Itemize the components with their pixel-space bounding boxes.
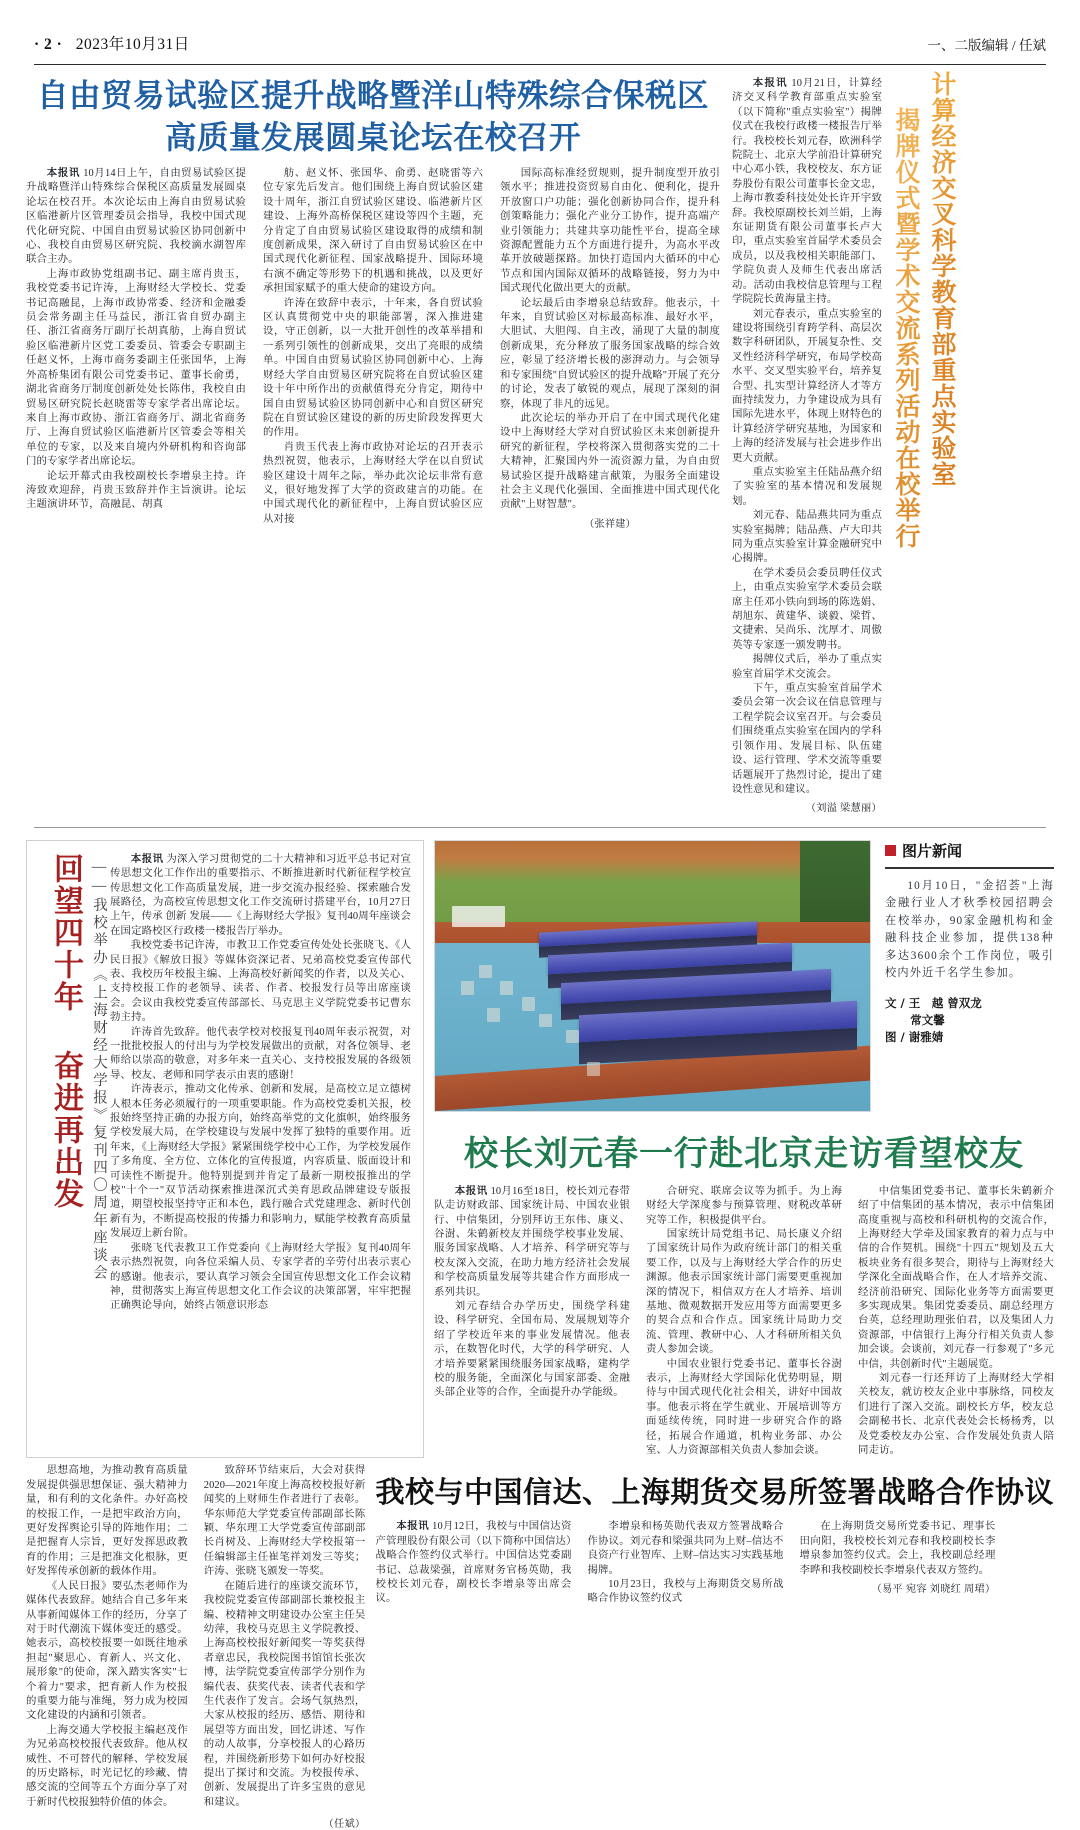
agreement-col-1 bbox=[375, 1520, 571, 1606]
job-fair-photo bbox=[434, 840, 871, 1112]
xuebao-byline: （任斌） bbox=[323, 1819, 366, 1830]
agreement-byline: （易平 宛容 刘晓红 周珺） bbox=[871, 1584, 996, 1596]
masthead bbox=[26, 0, 1054, 60]
alumni-headline: 校长刘元春一行赴北京走访看望校友 bbox=[464, 1133, 1024, 1174]
photo-news-body bbox=[885, 878, 1054, 983]
photo-news-label: 图片新闻 bbox=[902, 841, 963, 860]
section-divider-1 bbox=[34, 827, 1046, 828]
article-xuebao bbox=[26, 840, 424, 1459]
photo-row bbox=[434, 840, 1054, 1112]
alumni-col-1-text: 10月16至18日，校长刘元春带队走访财政部、国家统计局、中国农业银行、中信集团，分别拜访王东伟、康义、谷澍、朱鹤新校友并围绕学校事业发展、服务国家战略、人才培养、科学研究等与校友深入交流，在助力地方经济社会发展和学校高质量发展等共建合作方面形成一系列共识。 刘元春结合办学历史，围绕学科建设、科学研究、全国布局、发展规划等介绍了学校近年来的事业发展情况。他表示，在数智化时代，大学的科学研究、人才培养要紧紧围绕服务国家战略，建构学校的服务能，全面深化与国家部委、金融头部企业等的合作，全面提升办学能级。 bbox=[434, 1185, 631, 1399]
middle-right bbox=[434, 840, 1054, 1459]
agreement-col-1-text: 10月12日，我校与中国信达资产管理股份有限公司（以下简称中国信达）战略合作签约仪式举行。中国信达党委副书记、总裁梁强，首席财务官杨英勋，我校校长刘元春，副校长李增泉等出席会议。 bbox=[375, 1521, 572, 1605]
section-bottom bbox=[26, 1458, 1054, 1830]
main-headline-line2: 高质量发展圆桌论坛在校召开 bbox=[164, 120, 581, 156]
xuebao-vhead-main: 回望四十年 奋进再出发 bbox=[48, 852, 83, 1210]
alumni-col-3-text: 中信集团党委书记、董事长朱鹤新介绍了中信集团的基本情况，表示中信集团高度重视与高校和科研机构的交流合作，上海财经大学牵及国家教育的着力点与中信的合作契机。围绕"十四五"规划及五大板块业务有很多契合，期待与上海财经大学深化全面战略合作，在人才培养交流、经济前沿研究、国际化业务等方面需要更多实现成果。集团党委委员、副总经理方台英，总经理助理张伯君，以及集团人力资源部，中信银行上海分行相关负责人参加会谈。会谈前，刘元春一行参观了"多元中信，共创新时代"主题展览。 刘元春一行还拜访了上海财经大学相关校友，就访校友企业中事脉络，同校友们进行了深入交流。副校长方华，校友总会副秘书长、北京代表处会长杨杨秀，以及党委校友办公室、合作发展处负责人陪同走访。 bbox=[858, 1185, 1054, 1457]
main-byline: （张祥建） bbox=[584, 518, 636, 530]
lab-lead-label: 本报讯 bbox=[752, 78, 788, 89]
lead-label: 本报讯 bbox=[46, 168, 81, 179]
banner-board bbox=[452, 906, 504, 928]
agreement-col-3-text: 在上海期货交易所党委书记、理事长田向阳，我校校长刘元春和我校副校长李增泉参加签约仪式。会上，我校副总经理李晔和我校副校长李增泉代表双方签约。 bbox=[799, 1521, 996, 1576]
main-col-1 bbox=[26, 167, 246, 532]
xuebao-text-2: 思想高地，为推动教育高质量发展提供强思想保证、强大精神力量，和有利的文化条件。办好高校的校报工作，一是把牢政治方向，更好发挥舆论引导的阵地作用；二是把握育人宗旨，更好发挥思政教育的作用；三是把准文化根脉，更好发挥传承创新的载体作用。 《人民日报》要弘杰老师作为媒体代表致辞。她结合自己多年来从事新闻媒体工作的经历，分享了对于时代潮流下媒体变迁的感受。她表示，高校校报要一如既往地承担起"聚思心、育新人、兴文化、展形象"的使命，深入踏实客实"七个着力"要求，把育新人作为校报的重要力能与准绳，努力成为校园文化建设的内涵和引领者。 上海交通大学校报主编赵茂作为兄弟高校校报代表致辞。他从权威性、不可替代的解释、学校发展的历史路标，时光记忆的珍藏、情感交流的空间等五个方面分享了对于新时代校报独特价值的体会。 致辞环节结束后，大会对获得2020—2021年度上海高校校报好新闻奖的上财师生作者进行了表彰。华东师范大学党委宣传部副部长陈颖、华东理工大学党委宣传部副部长肖树及、上海财经大学校报第一任编辑部主任崔笔祥刘发三等奖；许涛、张晓飞颁发一等奖。 在随后进行的座谈交流环节，我校院党委宣传部副部长兼校报主编、校精神文明建设办公室主任吴幼萍，我校马克思主义学院教授、上海高校校报好新闻奖一等奖获得者章忠民，我校院图书馆馆长张次博，法学院党委宣传部学分别作为编代表、获奖代表、读者代表和学生代表作了发言。会场气氛热烈，大家从校报的经历、感悟、期待和展望等方面出发，回忆讲述、写作的动人故事，分享校报人的心路历程，并围绕新形势下如何办好校报提出了探讨和交流。为校报传承、创新、发展提出了许多宝贵的意见和建议。 bbox=[26, 1465, 366, 1808]
masthead-divider bbox=[34, 64, 1046, 65]
credit-writers: 文 / 王 越 曾双龙 bbox=[885, 995, 982, 1010]
article-lab bbox=[732, 71, 1054, 817]
xuebao-body-2 bbox=[26, 1464, 365, 1810]
lab-byline: （刘溢 梁慧丽） bbox=[805, 803, 882, 815]
editor-credit: 一、二版编辑 / 任斌 bbox=[927, 38, 1046, 53]
lab-vertical-headline bbox=[888, 71, 960, 551]
masthead-left bbox=[34, 32, 190, 54]
agreement-col-2 bbox=[587, 1520, 783, 1606]
red-square-icon bbox=[885, 845, 896, 856]
agreement-col-2-text: 李增泉和杨英勋代表双方签署战略合作协议。刘元春和梁强共同为上财–信达不良资产行业智库、上财–信达实习实践基地揭牌。 10月23日，我校与上海期货交易所战略合作协议签约仪式 bbox=[587, 1521, 784, 1605]
section-middle bbox=[26, 840, 1054, 1459]
alumni-col-2 bbox=[646, 1185, 842, 1459]
article-agreement bbox=[375, 1458, 1054, 1830]
agreement-columns bbox=[375, 1520, 1054, 1606]
main-col-3-text: 国际高标准经贸规则，提升制度型开放引领水平；推进投资贸易自由化、便利化，提升开放窗口户功能；强化创新协同合作，提升科创策略能力；强化产业分工协作，提升高端产业引领能力；共建共享功能性平台，提高全球资源配置能力五个方面进行提升，为高水平改革开放破题探路。加快打造国内大循环的中心节点和国内国际双循环的战略链接，努力为中国式现代化做出更大的贡献。 论坛最后由李增泉总结致辞。他表示，十年来，自贸试验区对标最高标准、最好水平，大胆试、大胆闯、自主改，涌现了大量的制度创新成果，充分释放了服务国家战略的综合效应，彰显了经济增长极的澎湃动力。与会领导和专家围绕"自贸试验区的提升战略"开展了充分的讨论，发表了敏锐的观点，展现了深刻的洞察，体现了非凡的远见。 此次论坛的举办开启了在中国式现代化建设中上海财经大学对自贸试验区未来创新提升研究的新征程，学校将深入贯彻落实党的二十大精神，汇聚国内外一流资源力量，为自由贸易试验区提升战略建言献策，为服务全面建设社会主义现代化强国、全面推进中国式现代化贡献"上财智慧"。 bbox=[500, 168, 720, 511]
lab-body bbox=[732, 71, 882, 817]
crowd-2 bbox=[500, 981, 513, 995]
alumni-lead-label: 本报讯 bbox=[454, 1185, 488, 1197]
main-col-3 bbox=[500, 167, 720, 532]
credit-photographer: 图 / 谢雅婧 bbox=[885, 1029, 944, 1044]
crowd-5 bbox=[487, 1008, 500, 1022]
xuebao-body bbox=[110, 853, 411, 1448]
alumni-col-3 bbox=[858, 1185, 1054, 1459]
agreement-headline: 我校与中国信达、上海期货交易所签署战略合作协议 bbox=[375, 1475, 1054, 1510]
crowd-3 bbox=[522, 997, 535, 1011]
page-number: · 2 · bbox=[34, 36, 63, 53]
photo-news-block bbox=[881, 840, 1054, 1112]
agreement-lead-label: 本报讯 bbox=[396, 1521, 430, 1533]
photo-news-text: 10月10日，"金招荟"上海金融行业人才秋季校园招聘会在校举办，90家金融机构和金融科技企业参加，提供138种多达3600余个工作岗位，吸引校内外近千名学生参加。 bbox=[885, 879, 1054, 980]
article-main bbox=[26, 71, 720, 817]
alumni-col-1 bbox=[434, 1185, 630, 1459]
photo-news-rule bbox=[885, 867, 1054, 869]
crowd-1 bbox=[479, 965, 492, 979]
crowd-8 bbox=[587, 1062, 600, 1076]
agreement-col-3 bbox=[799, 1520, 995, 1606]
xuebao-continuation bbox=[26, 1458, 365, 1830]
alumni-col-2-text: 合研究、联席会议等为抓手。为上海财经大学深度参与预算管理、财税改革研究等工作，积极提供平台。 国家统计局党组书记、局长康义介绍了国家统计局作为政府统计部门的相关重要工作，以及与上海财经大学合作的历史渊源。他表示国家统计部门需要更重视加深的情况下，相信双方在人才培养、培训基地、微观数据开发应用等方面需要更多的契合点和合作点。国家统计局助力交流、管理、教研中心、人才科研所相关负责人参加会谈。 中国农业银行党委书记、董事长谷澍表示，上海财经大学国际化优势明显，期待与中国式现代化社会相关，讲好中国故事。他表示将在学生就业、开展培训等方面延续传统，同时进一步研究合作的路径，拓展合作通道，机构业务部、办公室、人力资源部相关负责人参加会谈。 bbox=[646, 1185, 842, 1457]
lab-body-text: 10月21日，计算经济交叉科学教育部重点实验室（以下简称"重点实验室"）揭牌仪式在我校行政楼一楼报告厅举行。我校校长刘元春，欧洲科学院院士、北京大学前沿计算研究中心邓小铁，我校校友、东方证券股份有限公司董事长金文忠，上海市教委科技处处长许开宇致辞。我校原副校长刘兰娟，上海东证期货有限公司董事长卢大印，重点实验室首届学术委员会成员，以及我校相关职能部门、学院负责人及师生代表出席活动。活动由我校信息管理与工程学院院长黄海量主持。 刘元春表示，重点实验室的建设将围绕引育跨学科、高层次数字科研团队，开展复杂性、交叉性经济科学研究，布局学校高水平、交叉型实验平台，培养复合型、扎实型计算经济人才等方面持续发力，力争建设成为具有国际先进水平，体现上财特色的计算经济学研究基地，为国家和上海的经济发展与社会进步作出更大贡献。 重点实验室主任陆品燕介绍了实验室的基本情况和发展规划。 刘元春、陆品燕共同为重点实验室揭牌；陆品燕、卢大印共同为重点实验室计算金融研究中心揭牌。 在学术委员会委员聘任仪式上，由重点实验室学术委员会联席主任邓小铁向到场的陈选娟、胡旭东、黄建华、谈毅、梁哲、文捷索、吴尚乐、沈厚才、周傲英等专家逐一颁发聘书。 揭牌仪式后，举办了重点实验室首届学术交流会。 下午，重点实验室首届学术委员会第一次会议在信息管理与工程学院会议室召开。与会委员们围绕重点实验室在国内的学科引领作用、发展目标、队伍建设、运行管理、学术交流等重要话题展开了热烈讨论，提出了建设性意见和建议。 bbox=[732, 78, 882, 795]
publication-date: 2023年10月31日 bbox=[75, 36, 190, 53]
lab-vhead-sub: 揭牌仪式暨学术交流系列活动在校举行 bbox=[888, 107, 924, 549]
xuebao-lead-label: 本报讯 bbox=[130, 853, 164, 865]
lab-vhead-main: 计算经济交叉科学教育部重点实验室 bbox=[924, 71, 960, 487]
main-headline-line1: 自由贸易试验区提升战略暨洋山特殊综合保税区 bbox=[36, 78, 709, 114]
xuebao-text-1: 为深入学习贯彻党的二十大精神和习近平总书记对宣传思想文化工作作出的重要指示、不断推进新时代新征程学校宣传思想文化工作高质量发展，进一步交流办报经验、探索融合发展路径，为高校宣传思想文化工作交流研讨搭建平台，10月27日上午，传承 创新 发展——《上海财经大学报》复刊40周年座谈会在国定路校区行政楼一楼报告厅举办。 我校党委书记许涛，市教卫工作党委宣传处处长张晓飞、《人民日报》《解放日报》等媒体资深记者、兄弟高校党委宣传部代表、我校历年校报主编、上海高校好新闻奖的作者，以及关心、支持校报工作的老领导、读者、作者、校报发行员等出席座谈会。会议由我校党委宣传部部长、马克思主义学院党委书记曹东勃主持。 许涛首先致辞。他代表学校对校报复刊40周年表示祝贺，对一批批校报人的付出与为学校发展做出的贡献，对各位领导、老师给以崇高的敬意，对多年来一直关心、支持校报发展的各级领导、校友、老师和同学表示由衷的感谢！ 许涛表示，推动文化传承、创新和发展，是高校立足立德树人根本任务必须履行的一项重要职能。作为高校党委机关报，校报始终坚持正确的办报方向，始终高举党的文化旗帜，始终服务学校发展大局，在学校建设与发展中发挥了独特的重要作用。近年来，《上海财经大学报》紧紧围绕学校中心工作，为学校发展作了多角度、全方位、立体化的宣传报道，内容质量、版面设计和可读性不断提升。他特别提到并肯定了最新一期校报推出的学校"十个一"双节活动探索推进深沉式美育思政品牌建设专版报道，期望校报坚持守正和本色，践行融合式党建理念、新时代创新有为，不断提高校报的传播力和影响力，赋能学校教育高质量发展迈上新台阶。 张晓飞代表教卫工作党委向《上海财经大学报》复刊40周年表示热烈祝贺，向各位采编人员、专家学者的辛劳付出表示衷心的感谢。他表示，要认真学习领会全国宣传思想文化工作会议精神，贯彻落实上海宣传思想文化工作会议的决策部署，牢牢把握正确舆论导向，始终占领意识形态 bbox=[110, 853, 412, 1312]
crowd-4 bbox=[539, 1014, 552, 1028]
xuebao-vhead-sub: ——我校举办《上海财经大学报》复刊四〇周年座谈会 bbox=[91, 858, 107, 1282]
main-col-1-text: 10月14日上午，自由贸易试验区提升战略暨洋山特殊综合保税区高质量发展圆桌论坛在校召开。本次论坛由上海自由贸易试验区临港新片区管理委员会指导，我校中国式现代化研究院、中国自由贸易试验区协同创新中心、我校自由贸易区研究院、我校滴水湖智库联合主办。 上海市政协党组副书记、副主席肖贵玉，我校党委书记许涛，上海财经大学校长、党委书记高融昆，上海市政协常委、经济和金融委员会常务副主任马益民，浙江省自贸办副主任、浙江省商务厅副厅长胡真舫，上海自贸试验区临港新片区党工委委员、管委会专职副主任赵义怀，上海市商务委副主任张国华，上海外高桥集团有限公司党委书记、董事长俞勇，湖北省商务厅制度创新处处长陈伟，我校自由贸易区研究院长赵晓雷等专家学者出席论坛。来自上海市政协、浙江省商务厅、湖北省商务厅、上海自贸试验区临港新片区管委会等相关单位的专家，以及来自境内外研机构和咨询部门的专家学者出席论坛。 论坛开幕式由我校副校长李增泉主持。许涛致欢迎辞，肖贵玉致辞并作主旨演讲。论坛主题演讲环节，高融昆、胡真 bbox=[26, 168, 246, 511]
crowd-7 bbox=[566, 1030, 579, 1044]
credit-writers-2: 常文馨 bbox=[910, 1012, 945, 1027]
photo-news-header bbox=[885, 840, 1054, 861]
section-top bbox=[26, 71, 1054, 817]
main-col-2-text: 舫、赵义怀、张国华、俞勇、赵晓雷等六位专家先后发言。他们围绕上海自贸试验区建设十周年，浙江自贸试验区建设、临港新片区建设、上海外高桥保税区建设等四个主题，充分肯定了自由贸易试验区建设取得的成绩和制度创新成果，深入研讨了自由贸易试验区在中国式现代化新征程、国家战略提升、国际环境右演不确定等形势下的机遇和挑战，以及更好承担国家赋予的重大使命的建设方向。 许涛在致辞中表示，十年来，各自贸试验区认真贯彻党中央的职能部署，深入推进建设，守正创新，以一大批开创性的改革举措和一系列引领性的创新成果，交出了亮眼的成绩单。中国自由贸易试验区协同创新中心、上海财经大学自由贸易区研究院将在自贸试验区建设十年中所作出的贡献值得充分肯定，期待中国自由贸易试验区协同创新中心和自贸区研究院在自贸试验区建设的新的历史阶段发挥更大的作用。 肖贵玉代表上海市政协对论坛的召开表示热烈祝贺，他表示，上海财经大学在以自贸试验区建设十周年之际，举办此次论坛非常有意义，很好地发挥了大学的资政建言的功能。在中国式现代化的新征程中，上海自贸试验区应从对接 bbox=[263, 168, 483, 525]
alumni-columns bbox=[434, 1185, 1054, 1459]
photo-trees bbox=[800, 841, 870, 927]
main-col-2 bbox=[263, 167, 483, 532]
crowd-6 bbox=[461, 981, 474, 995]
photo-news-credits bbox=[885, 995, 1054, 1046]
